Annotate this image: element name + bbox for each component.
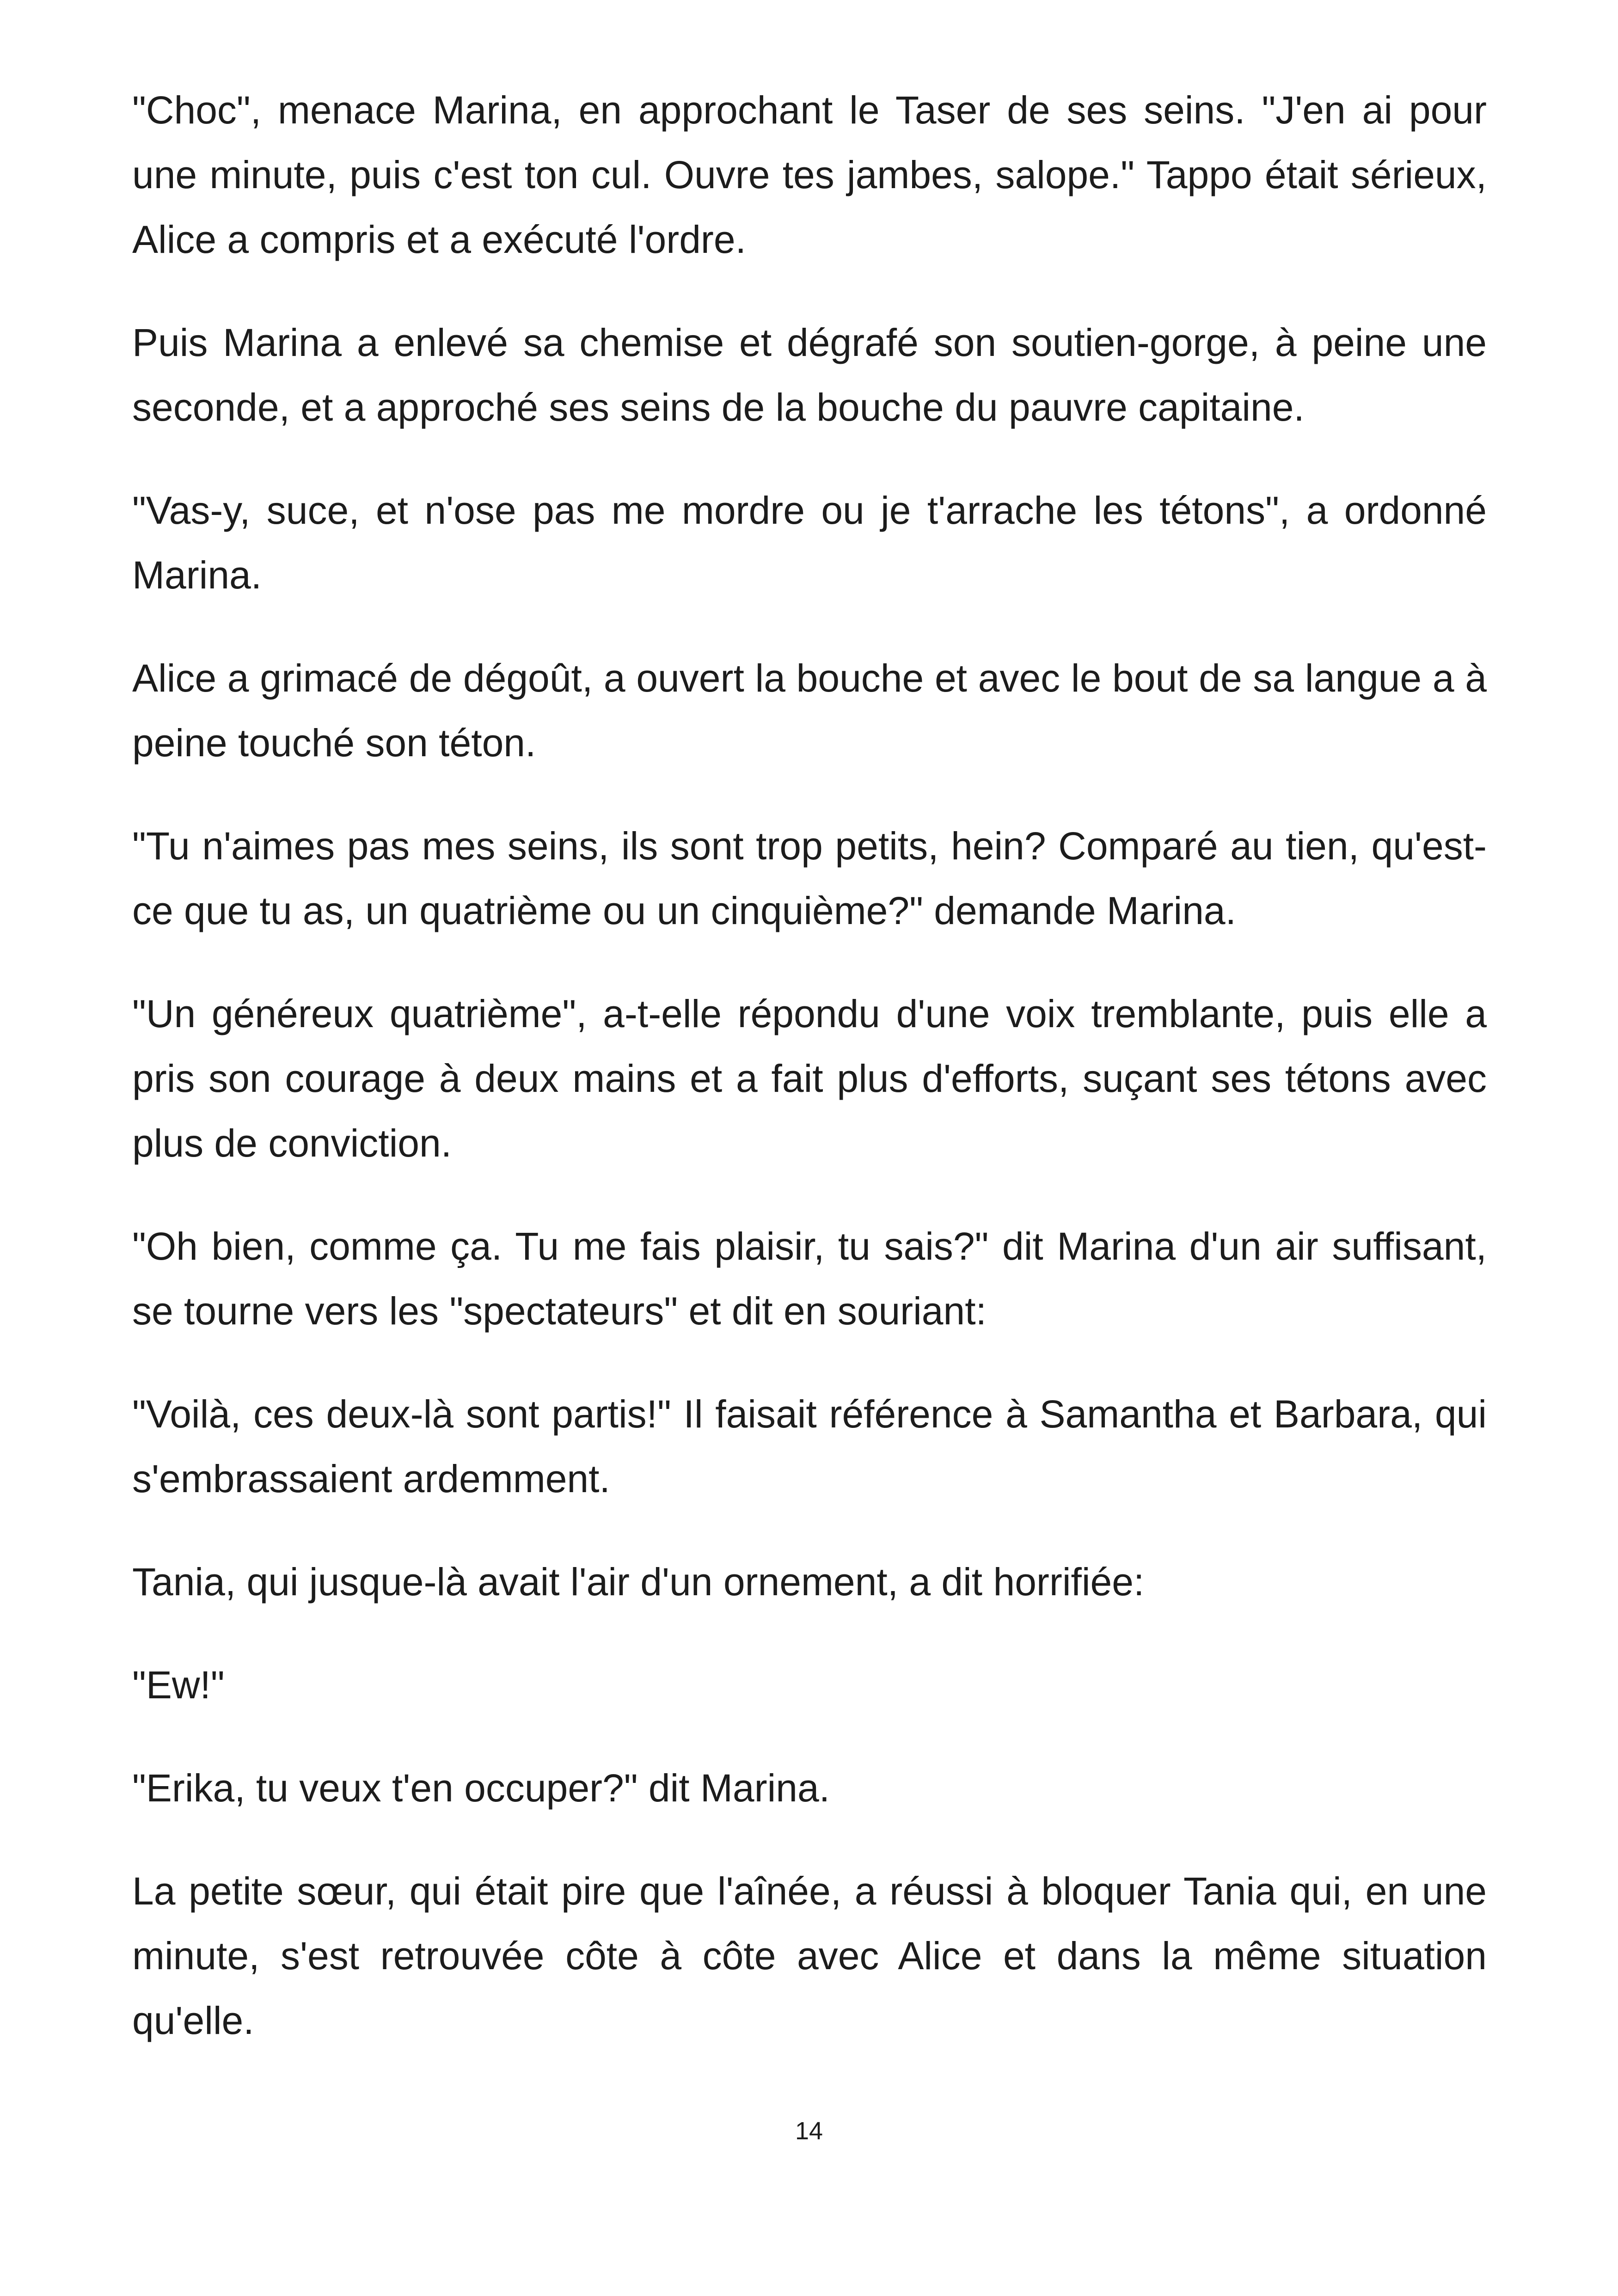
body-text [132, 78, 1487, 2053]
paragraph: "Vas-y, suce, et n'ose pas me mordre ou je t'arrache les tétons", a ordonné Marina. [132, 489, 1487, 597]
paragraph: La petite sœur, qui était pire que l'aînée, a réussi à bloquer Tania qui, en une minute, s'est retrouvée côte à côte avec Alice et dans la même situation qu'elle. [132, 1869, 1487, 2042]
paragraph: Alice a grimacé de dégoût, a ouvert la bouche et avec le bout de sa langue a à peine touché son téton. [132, 656, 1487, 765]
paragraph: Puis Marina a enlevé sa chemise et dégrafé son soutien-gorge, à peine une seconde, et a approché ses seins de la bouche du pauvre capitaine. [132, 321, 1487, 429]
paragraph: "Oh bien, comme ça. Tu me fais plaisir, tu sais?" dit Marina d'un air suffisant, se tourne vers les "spectateurs" et dit en souriant: [132, 1225, 1487, 1333]
paragraph: "Ew!" [132, 1663, 225, 1707]
page-number: 14 [795, 2117, 823, 2145]
paragraph: "Tu n'aimes pas mes seins, ils sont trop petits, hein? Comparé au tien, qu'est-ce que tu as, un quatrième ou un cinquième?" demande Marina. [132, 824, 1487, 932]
paragraph: "Un généreux quatrième", a-t-elle répondu d'une voix tremblante, puis elle a pris son courage à deux mains et a fait plus d'efforts, suçant ses tétons avec plus de conviction. [132, 992, 1487, 1165]
paragraph: "Voilà, ces deux-là sont partis!" Il faisait référence à Samantha et Barbara, qui s'embrassaient ardemment. [132, 1392, 1487, 1500]
paragraph: "Erika, tu veux t'en occuper?" dit Marina. [132, 1766, 830, 1810]
paragraph: "Choc", menace Marina, en approchant le Taser de ses seins. "J'en ai pour une minute, puis c'est ton cul. Ouvre tes jambes, salope." Tappo était sérieux, Alice a compris et a exécuté l'ordre. [132, 88, 1487, 261]
paragraph: Tania, qui jusque-là avait l'air d'un ornement, a dit horrifiée: [132, 1560, 1145, 1604]
